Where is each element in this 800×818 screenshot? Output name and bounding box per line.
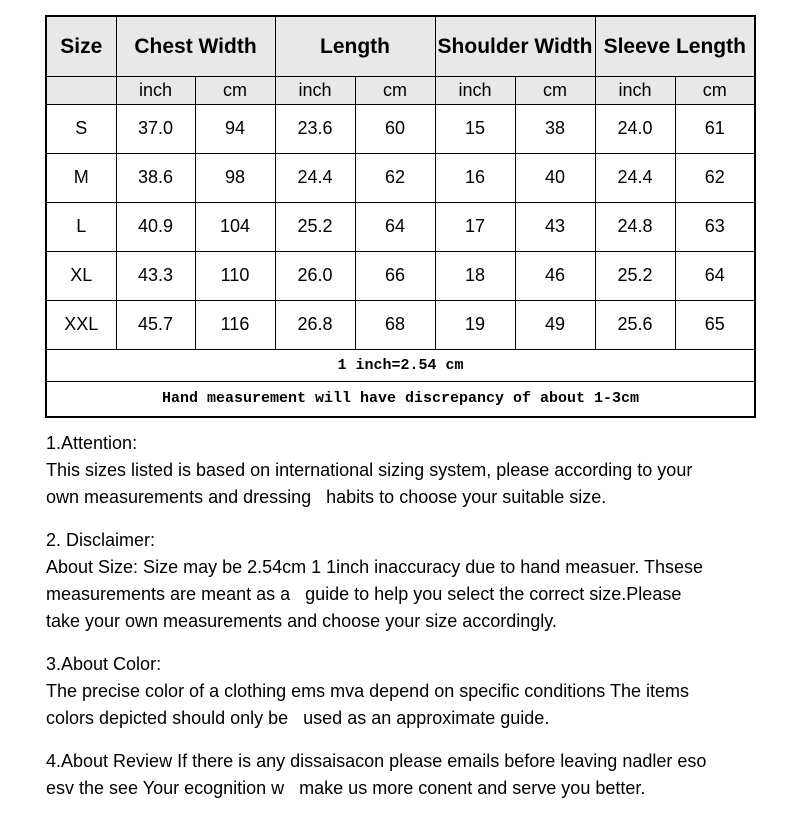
measurement-cell: 40.9 xyxy=(116,202,195,251)
note-section-3 xyxy=(46,651,786,732)
size-cell: L xyxy=(46,202,116,251)
measurement-cell: 17 xyxy=(435,202,515,251)
measurement-cell: 24.4 xyxy=(595,153,675,202)
measurement-cell: 64 xyxy=(675,251,755,300)
measurement-cell: 98 xyxy=(195,153,275,202)
measurement-cell: 25.2 xyxy=(595,251,675,300)
unit-header-inch-0: inch xyxy=(116,76,195,104)
unit-header-inch-2: inch xyxy=(275,76,355,104)
measurement-cell: 40 xyxy=(515,153,595,202)
measurement-cell: 19 xyxy=(435,300,515,349)
column-header-sleeve-length: Sleeve Length xyxy=(595,16,755,76)
unit-header-cm-5: cm xyxy=(515,76,595,104)
measurement-cell: 110 xyxy=(195,251,275,300)
table-note-row xyxy=(46,381,755,417)
size-cell: M xyxy=(46,153,116,202)
measurement-cell: 38.6 xyxy=(116,153,195,202)
note-text-line: take your own measurements and choose your size accordingly. xyxy=(46,611,557,631)
measurement-cell: 116 xyxy=(195,300,275,349)
measurement-cell: 94 xyxy=(195,104,275,153)
column-header-shoulder-width: Shoulder Width xyxy=(435,16,595,76)
unit-header-empty xyxy=(46,76,116,104)
measurement-cell: 62 xyxy=(675,153,755,202)
notes-text-area xyxy=(46,430,786,818)
measurement-cell: 26.0 xyxy=(275,251,355,300)
measurement-cell: 43.3 xyxy=(116,251,195,300)
unit-header-cm-1: cm xyxy=(195,76,275,104)
measurement-cell: 64 xyxy=(355,202,435,251)
measurement-cell: 23.6 xyxy=(275,104,355,153)
measurement-cell: 43 xyxy=(515,202,595,251)
measurement-cell: 49 xyxy=(515,300,595,349)
conversion-note: 1 inch=2.54 cm xyxy=(46,349,755,381)
table-note-row xyxy=(46,349,755,381)
measurement-cell: 66 xyxy=(355,251,435,300)
measurement-cell: 24.0 xyxy=(595,104,675,153)
note-text-line: About Size: Size may be 2.54cm 1 1inch inaccuracy due to hand measuer. Thsese xyxy=(46,557,704,577)
note-text-line: 3.About Color: xyxy=(46,654,162,674)
measurement-cell: 38 xyxy=(515,104,595,153)
measurement-cell: 62 xyxy=(355,153,435,202)
measurement-cell: 16 xyxy=(435,153,515,202)
size-chart-table xyxy=(45,15,756,418)
note-section-1 xyxy=(46,430,786,511)
measurement-cell: 46 xyxy=(515,251,595,300)
table-header-row xyxy=(46,16,755,76)
measurement-cell: 24.4 xyxy=(275,153,355,202)
column-header-chest-width: Chest Width xyxy=(116,16,275,76)
note-text-line: 4.About Review If there is any dissaisacon please emails before leaving nadler eso xyxy=(46,751,707,771)
measurement-cell: 45.7 xyxy=(116,300,195,349)
measurement-cell: 24.8 xyxy=(595,202,675,251)
size-cell: XXL xyxy=(46,300,116,349)
measurement-cell: 25.2 xyxy=(275,202,355,251)
measurement-cell: 15 xyxy=(435,104,515,153)
measurement-cell: 68 xyxy=(355,300,435,349)
unit-header-cm-7: cm xyxy=(675,76,755,104)
unit-header-inch-4: inch xyxy=(435,76,515,104)
measurement-cell: 26.8 xyxy=(275,300,355,349)
table-row-xxl xyxy=(46,300,755,349)
note-text-line: colors depicted should only be used as an approximate guide. xyxy=(46,708,550,728)
note-section-2 xyxy=(46,527,786,635)
note-text-line: esv the see Your ecognition w make us more conent and serve you better. xyxy=(46,778,646,798)
measurement-cell: 37.0 xyxy=(116,104,195,153)
size-cell: XL xyxy=(46,251,116,300)
table-unit-row xyxy=(46,76,755,104)
table-row-m xyxy=(46,153,755,202)
size-cell: S xyxy=(46,104,116,153)
column-header-length: Length xyxy=(275,16,435,76)
table-row-s xyxy=(46,104,755,153)
measurement-cell: 18 xyxy=(435,251,515,300)
unit-header-cm-3: cm xyxy=(355,76,435,104)
measurement-cell: 60 xyxy=(355,104,435,153)
note-text-line: The precise color of a clothing ems mva depend on specific conditions The items xyxy=(46,681,689,701)
note-text-line: own measurements and dressing habits to choose your suitable size. xyxy=(46,487,607,507)
measurement-cell: 65 xyxy=(675,300,755,349)
note-section-4 xyxy=(46,748,786,802)
note-text-line: 1.Attention: xyxy=(46,433,138,453)
measurement-discrepancy-note: Hand measurement will have discrepancy of about 1-3cm xyxy=(46,381,755,417)
table-row-l xyxy=(46,202,755,251)
table-row-xl xyxy=(46,251,755,300)
unit-header-inch-6: inch xyxy=(595,76,675,104)
measurement-cell: 25.6 xyxy=(595,300,675,349)
note-text-line: measurements are meant as a guide to help you select the correct size.Please xyxy=(46,584,682,604)
note-text-line: 2. Disclaimer: xyxy=(46,530,156,550)
measurement-cell: 104 xyxy=(195,202,275,251)
measurement-cell: 61 xyxy=(675,104,755,153)
measurement-cell: 63 xyxy=(675,202,755,251)
column-header-size: Size xyxy=(46,16,116,76)
note-text-line: This sizes listed is based on international sizing system, please according to your xyxy=(46,460,693,480)
